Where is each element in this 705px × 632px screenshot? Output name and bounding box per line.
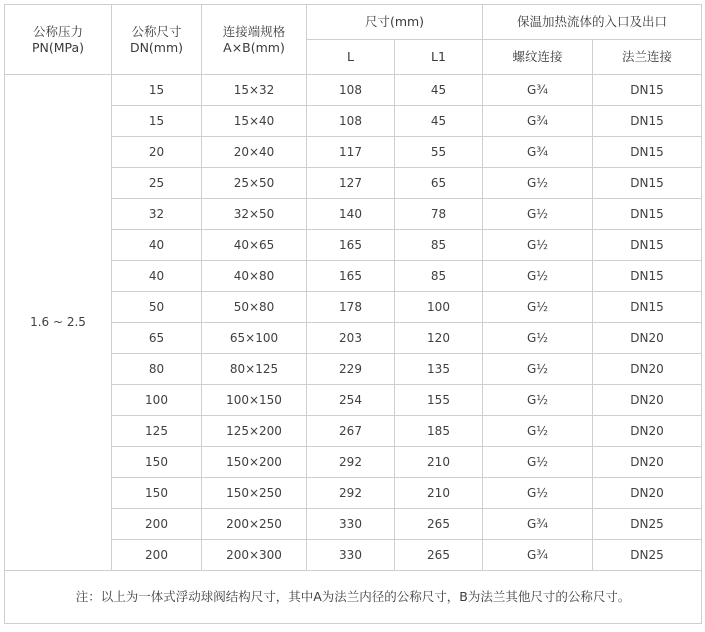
cell-dim-l: 330 xyxy=(307,509,395,540)
cell-dim-l: 165 xyxy=(307,261,395,292)
cell-nominal-size: 20 xyxy=(112,137,202,168)
cell-thread-connection: G½ xyxy=(483,230,593,261)
cell-nominal-size: 80 xyxy=(112,354,202,385)
cell-thread-connection: G¾ xyxy=(483,75,593,106)
cell-flange-connection: DN20 xyxy=(593,385,702,416)
cell-nominal-size: 150 xyxy=(112,478,202,509)
cell-dim-l: 165 xyxy=(307,230,395,261)
cell-connection-spec: 40×65 xyxy=(202,230,307,261)
cell-nominal-size: 125 xyxy=(112,416,202,447)
cell-thread-connection: G½ xyxy=(483,323,593,354)
cell-flange-connection: DN15 xyxy=(593,199,702,230)
cell-thread-connection: G½ xyxy=(483,354,593,385)
cell-thread-connection: G½ xyxy=(483,261,593,292)
cell-flange-connection: DN20 xyxy=(593,323,702,354)
cell-dim-l1: 210 xyxy=(395,478,483,509)
header-dim-l1: L1 xyxy=(395,40,483,75)
cell-flange-connection: DN25 xyxy=(593,509,702,540)
cell-nominal-pressure: 1.6 ~ 2.5 xyxy=(5,75,112,571)
cell-flange-connection: DN20 xyxy=(593,447,702,478)
cell-thread-connection: G½ xyxy=(483,385,593,416)
cell-nominal-size: 15 xyxy=(112,75,202,106)
cell-flange-connection: DN15 xyxy=(593,261,702,292)
cell-connection-spec: 150×250 xyxy=(202,478,307,509)
cell-dim-l: 330 xyxy=(307,540,395,571)
cell-connection-spec: 32×50 xyxy=(202,199,307,230)
cell-connection-spec: 200×250 xyxy=(202,509,307,540)
cell-dim-l: 267 xyxy=(307,416,395,447)
table-row xyxy=(5,75,702,106)
cell-nominal-size: 50 xyxy=(112,292,202,323)
cell-connection-spec: 20×40 xyxy=(202,137,307,168)
cell-dim-l1: 85 xyxy=(395,230,483,261)
cell-nominal-size: 15 xyxy=(112,106,202,137)
note-row xyxy=(5,571,702,624)
cell-connection-spec: 80×125 xyxy=(202,354,307,385)
cell-nominal-size: 150 xyxy=(112,447,202,478)
cell-thread-connection: G¾ xyxy=(483,509,593,540)
cell-connection-spec: 125×200 xyxy=(202,416,307,447)
cell-dim-l: 108 xyxy=(307,106,395,137)
cell-connection-spec: 150×200 xyxy=(202,447,307,478)
header-nominal-pressure-line1: 公称压力 xyxy=(32,23,83,39)
cell-dim-l: 292 xyxy=(307,447,395,478)
cell-dim-l: 117 xyxy=(307,137,395,168)
cell-dim-l1: 135 xyxy=(395,354,483,385)
cell-nominal-size: 100 xyxy=(112,385,202,416)
cell-connection-spec: 65×100 xyxy=(202,323,307,354)
header-nominal-size xyxy=(112,5,202,75)
cell-dim-l1: 65 xyxy=(395,168,483,199)
cell-nominal-size: 65 xyxy=(112,323,202,354)
cell-nominal-size: 32 xyxy=(112,199,202,230)
cell-flange-connection: DN20 xyxy=(593,416,702,447)
cell-dim-l1: 265 xyxy=(395,509,483,540)
cell-nominal-size: 200 xyxy=(112,509,202,540)
header-connection-spec xyxy=(202,5,307,75)
cell-dim-l: 292 xyxy=(307,478,395,509)
header-dimensions-group: 尺寸(mm) xyxy=(307,5,483,40)
cell-connection-spec: 15×40 xyxy=(202,106,307,137)
header-nominal-pressure-line2: PN(MPa) xyxy=(31,39,85,55)
cell-connection-spec: 200×300 xyxy=(202,540,307,571)
cell-connection-spec: 50×80 xyxy=(202,292,307,323)
cell-nominal-size: 40 xyxy=(112,261,202,292)
cell-dim-l: 108 xyxy=(307,75,395,106)
header-row-1 xyxy=(5,5,702,40)
cell-connection-spec: 15×32 xyxy=(202,75,307,106)
header-thread-connection: 螺纹连接 xyxy=(483,40,593,75)
cell-dim-l1: 45 xyxy=(395,106,483,137)
cell-connection-spec: 40×80 xyxy=(202,261,307,292)
cell-dim-l1: 85 xyxy=(395,261,483,292)
header-nominal-pressure xyxy=(5,5,112,75)
cell-dim-l: 140 xyxy=(307,199,395,230)
cell-dim-l: 203 xyxy=(307,323,395,354)
cell-thread-connection: G¾ xyxy=(483,106,593,137)
cell-thread-connection: G½ xyxy=(483,199,593,230)
cell-nominal-size: 200 xyxy=(112,540,202,571)
header-connection-spec-line2: A×B(mm) xyxy=(223,39,285,55)
table-footer xyxy=(5,571,702,624)
cell-dim-l1: 100 xyxy=(395,292,483,323)
cell-thread-connection: G½ xyxy=(483,168,593,199)
header-dim-l: L xyxy=(307,40,395,75)
cell-flange-connection: DN15 xyxy=(593,106,702,137)
cell-flange-connection: DN25 xyxy=(593,540,702,571)
cell-flange-connection: DN20 xyxy=(593,354,702,385)
cell-nominal-size: 40 xyxy=(112,230,202,261)
cell-thread-connection: G¾ xyxy=(483,540,593,571)
cell-dim-l1: 120 xyxy=(395,323,483,354)
cell-flange-connection: DN20 xyxy=(593,478,702,509)
cell-flange-connection: DN15 xyxy=(593,292,702,323)
cell-dim-l1: 45 xyxy=(395,75,483,106)
cell-dim-l: 254 xyxy=(307,385,395,416)
cell-dim-l1: 155 xyxy=(395,385,483,416)
cell-thread-connection: G½ xyxy=(483,416,593,447)
table-note: 注：以上为一体式浮动球阀结构尺寸，其中A为法兰内径的公称尺寸，B为法兰其他尺寸的公称尺寸。 xyxy=(5,571,702,624)
header-connection-spec-line1: 连接端规格 xyxy=(222,23,286,39)
cell-connection-spec: 25×50 xyxy=(202,168,307,199)
cell-connection-spec: 100×150 xyxy=(202,385,307,416)
cell-thread-connection: G½ xyxy=(483,478,593,509)
header-flange-connection: 法兰连接 xyxy=(593,40,702,75)
header-nominal-size-line1: 公称尺寸 xyxy=(131,23,182,39)
cell-dim-l1: 78 xyxy=(395,199,483,230)
header-jacket-group: 保温加热流体的入口及出口 xyxy=(483,5,702,40)
cell-thread-connection: G½ xyxy=(483,292,593,323)
cell-flange-connection: DN15 xyxy=(593,137,702,168)
header-nominal-size-line2: DN(mm) xyxy=(129,39,184,55)
table-header xyxy=(5,5,702,75)
cell-dim-l: 178 xyxy=(307,292,395,323)
table-body xyxy=(5,75,702,571)
cell-flange-connection: DN15 xyxy=(593,230,702,261)
cell-dim-l: 229 xyxy=(307,354,395,385)
cell-thread-connection: G¾ xyxy=(483,137,593,168)
cell-dim-l1: 210 xyxy=(395,447,483,478)
cell-dim-l1: 265 xyxy=(395,540,483,571)
cell-thread-connection: G½ xyxy=(483,447,593,478)
cell-flange-connection: DN15 xyxy=(593,168,702,199)
valve-dimension-table xyxy=(4,4,702,624)
cell-dim-l: 127 xyxy=(307,168,395,199)
cell-dim-l1: 185 xyxy=(395,416,483,447)
cell-dim-l1: 55 xyxy=(395,137,483,168)
cell-nominal-size: 25 xyxy=(112,168,202,199)
cell-flange-connection: DN15 xyxy=(593,75,702,106)
